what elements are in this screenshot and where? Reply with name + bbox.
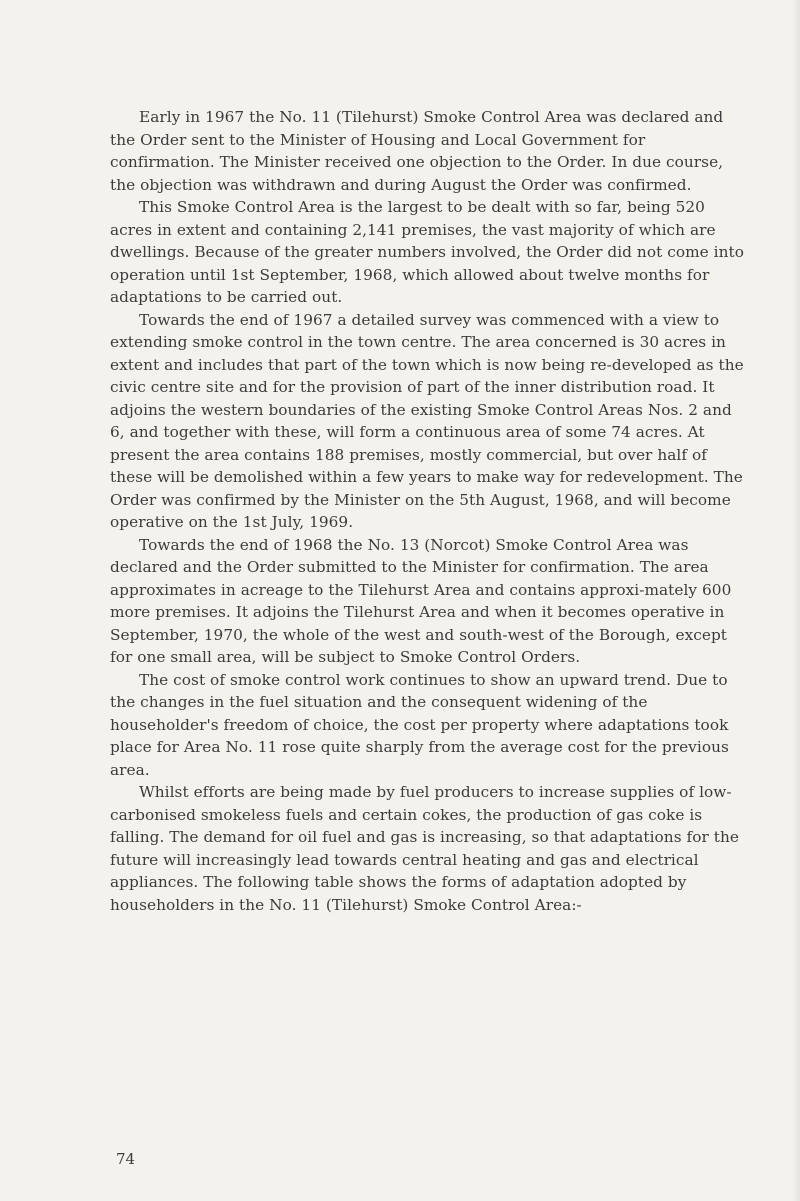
paragraph-town-centre-survey: Towards the end of 1967 a detailed survey was commenced with a view to extending smoke control in the town centre. The area concerned is 30 acres in extent and includes that part of the town which is now being re-developed as the civic centre site and for the provision of part of the inner distribution road. It adjoins the western boundaries of the existing Smoke Control Areas Nos. 2 and 6, and together with these, will form a continuous area of some 74 acres. At present the area contains 188 premises, mostly commercial, but over half of these will be demolished within a few years to make way for redevelopment. The Order was confirmed by the Minister on the 5th August, 1968, and will become operative on the 1st July, 1969. [110, 310, 744, 531]
page-number: 74 [116, 1150, 136, 1168]
page-edge-shadow [792, 0, 800, 1201]
paragraph-largest-area: This Smoke Control Area is the largest to be dealt with so far, being 520 acres in extent and containing 2,141 premises, the vast majority of which are dwellings. Because of the greater numbers involved, the Order did not come into operation until 1st September, 1968, which allowed about twelve months for adaptations to be carried out. [110, 198, 744, 306]
paragraph-fuel-supply: Whilst efforts are being made by fuel producers to increase supplies of low-carbonised smokeless fuels and certain cokes, the production of gas coke is falling. The demand for oil fuel and gas is increasing, so that adaptations for the future will increasingly lead towards central heating and gas and electrical appliances. The following table shows the forms of adaptation adopted by householders in the No. 11 (Tilehurst) Smoke Control Area:- [110, 783, 739, 914]
paragraph-tilehurst-declared: Early in 1967 the No. 11 (Tilehurst) Smoke Control Area was declared and the Order sent to the Minister of Housing and Local Government for confirmation. The Minister received one objection to the Order. In due course, the objection was withdrawn and during August the Order was confirmed. [110, 108, 724, 194]
body-text [110, 106, 750, 916]
paragraph-cost-trend: The cost of smoke control work continues to show an upward trend. Due to the changes in the fuel situation and the consequent widening of the householder's freedom of choice, the cost per property where adaptations took place for Area No. 11 rose quite sharply from the average cost for the previous area. [110, 670, 729, 779]
paragraph-norcot-area: Towards the end of 1968 the No. 13 (Norcot) Smoke Control Area was declared and the Order submitted to the Minister for confirmation. The area approximates in acreage to the Tilehurst Area and contains approxi-mately 600 more premises. It adjoins the Tilehurst Area and when it becomes operative in September, 1970, the whole of the west and south-west of the Borough, except for one small area, will be subject to Smoke Control Orders. [110, 535, 732, 666]
